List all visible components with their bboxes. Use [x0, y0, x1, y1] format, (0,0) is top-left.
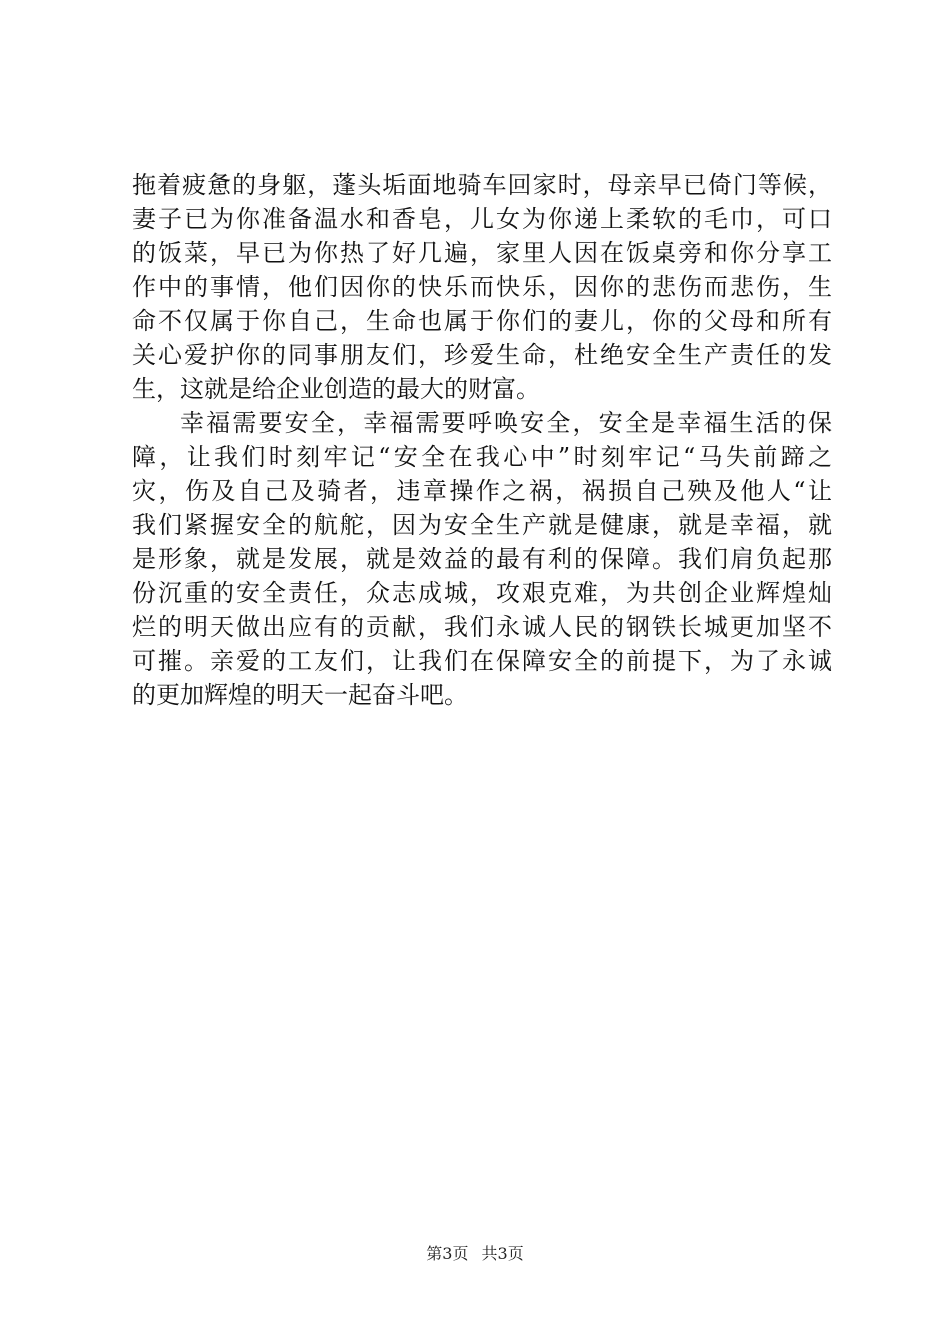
paragraph-1-line-1: 拖着疲惫的身躯，蓬头垢面地骑车回家时，母亲早已倚门等候，: [132, 171, 832, 199]
paragraph-2-line-9: 的更加辉煌的明天一起奋斗吧。: [132, 681, 468, 709]
paragraph-2-line-2: 障，让我们时刻牢记“安全在我心中”时刻牢记“马失前蹄之: [132, 443, 832, 471]
paragraph-2-line-8: 可摧。亲爱的工友们，让我们在保障安全的前提下，为了永诚: [132, 647, 832, 675]
paragraph-1-line-5: 命不仅属于你自己，生命也属于你们的妻儿，你的父母和所有: [132, 307, 832, 335]
paragraph-1-line-3: 的饭菜，早已为你热了好几遍，家里人因在饭桌旁和你分享工: [132, 239, 832, 267]
paragraph-1-line-6: 关心爱护你的同事朋友们，珍爱生命，杜绝安全生产责任的发: [132, 341, 832, 369]
page-total-label: 共3页: [481, 1244, 524, 1263]
paragraph-1-line-4: 作中的事情，他们因你的快乐而快乐，因你的悲伤而悲伤，生: [132, 273, 832, 301]
paragraph-2-line-4: 我们紧握安全的航舵，因为安全生产就是健康，就是幸福，就: [132, 511, 832, 539]
paragraph-2-line-5: 是形象，就是发展，就是效益的最有利的保障。我们肩负起那: [132, 545, 832, 573]
paragraph-2-line-3: 灾，伤及自己及骑者，违章操作之祸，祸损自己殃及他人“让: [132, 477, 832, 505]
page-number-label: 第3页: [426, 1244, 469, 1263]
paragraph-2-line-7: 烂的明天做出应有的贡献，我们永诚人民的钢铁长城更加坚不: [132, 613, 832, 641]
page-footer: [0, 1243, 950, 1265]
paragraph-2-line-6: 份沉重的安全责任，众志成城，攻艰克难，为共创企业辉煌灿: [132, 579, 832, 607]
paragraph-1-line-7: 生，这就是给企业创造的最大的财富。: [132, 375, 540, 403]
paragraph-2-line-1: 幸福需要安全，幸福需要呼唤安全，安全是幸福生活的保: [180, 409, 832, 437]
document-body: [132, 168, 832, 712]
paragraph-1-line-2: 妻子已为你准备温水和香皂，儿女为你递上柔软的毛巾，可口: [132, 205, 832, 233]
